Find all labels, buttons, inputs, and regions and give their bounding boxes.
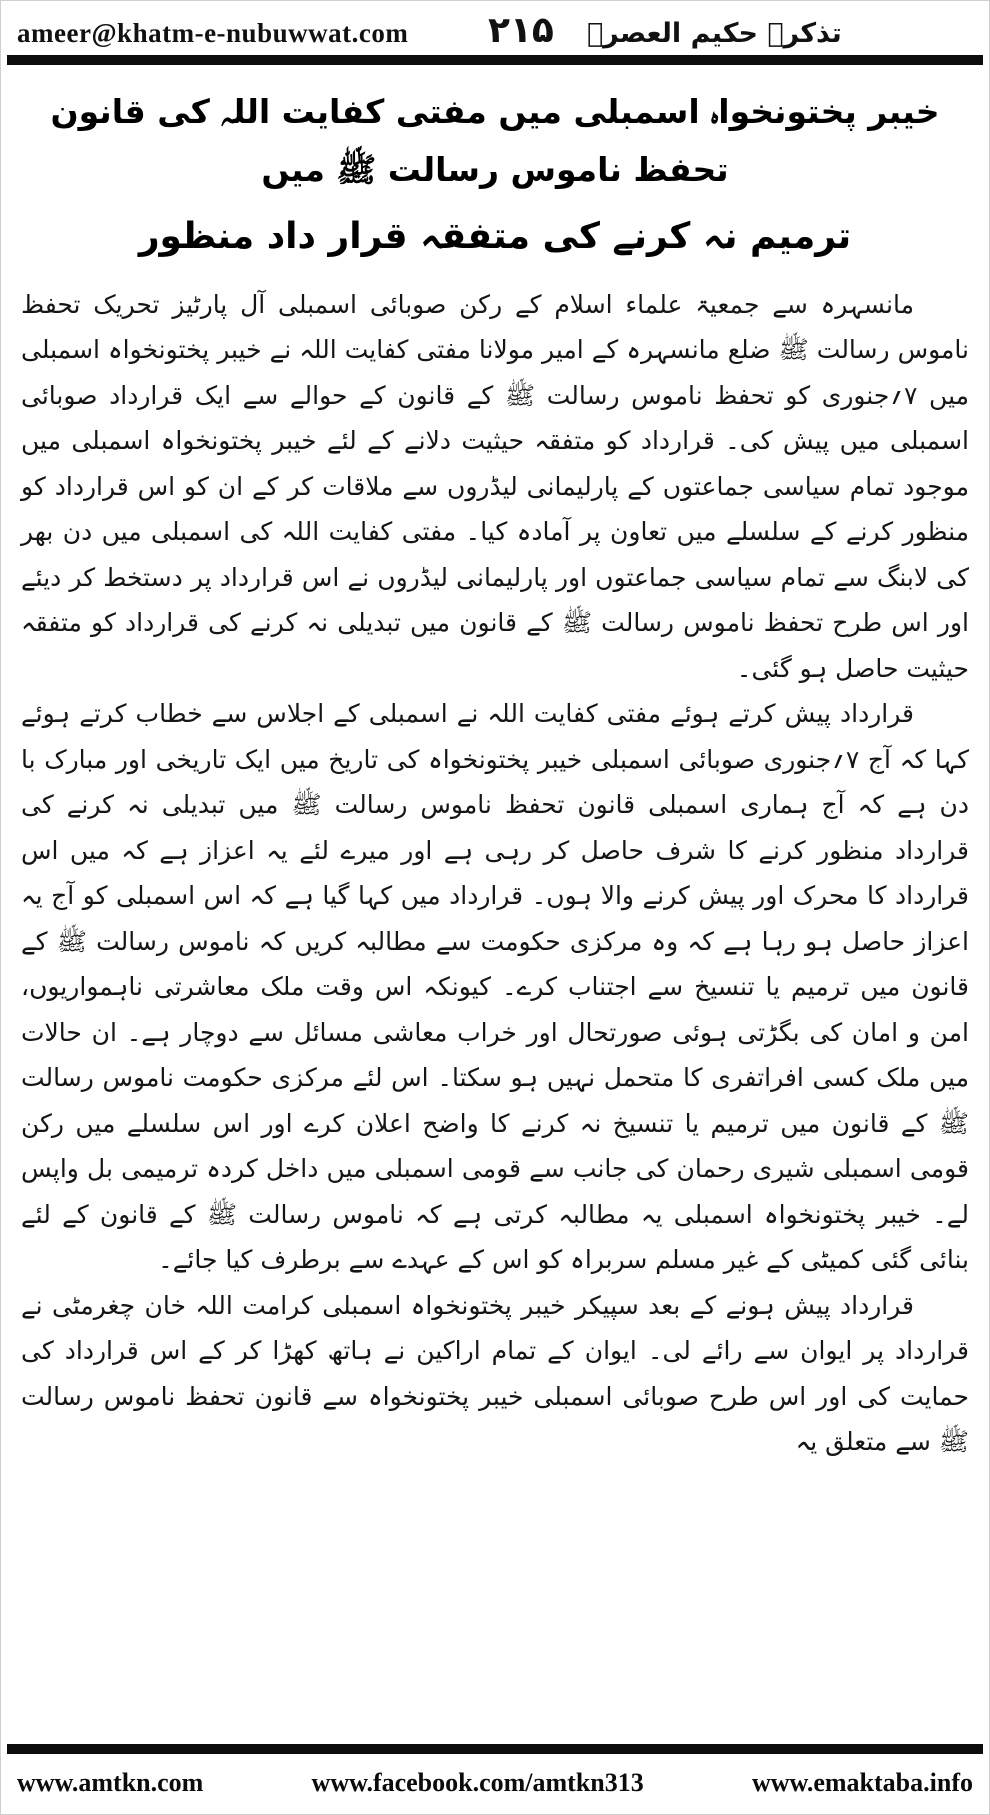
book-title: تذکرہ حکیم العصرؒ	[586, 18, 842, 49]
footer-url-emaktaba: www.emaktaba.info	[751, 1768, 973, 1797]
paragraph-2: قرارداد پیش کرتے ہوئے مفتی کفایت اللہ نے اسمبلی کے اجلاس سے خطاب کرتے ہوئے کہا کہ آج ۷؍جنوری صوبائی اسمبلی خیبر پختونخواہ کی تاریخ میں ایک تاریخی اور مبارک با دن ہے کہ آج ہماری اسمبلی قانون تحفظ ناموس رسالت ﷺ میں تبدیلی نہ کرنے کی قرارداد منظور کرنے کا شرف حاصل کر رہی ہے اور میرے لئے یہ اعزاز ہے کہ میں اس قرارداد کا محرک اور پیش کرنے والا ہوں۔ قرارداد میں کہا گیا ہے کہ اس اسمبلی کو آج یہ اعزاز حاصل ہو رہا ہے کہ وہ مرکزی حکومت سے مطالبہ کریں کہ ناموس رسالت ﷺ کے قانون میں ترمیم یا تنسیخ سے اجتناب کرے۔ کیونکہ اس وقت ملک معاشرتی ناہمواریوں، امن و امان کی بگڑتی ہوئی صورتحال اور خراب معاشی مسائل سے دوچار ہے۔ ان حالات میں ملک کسی افراتفری کا متحمل نہیں ہو سکتا۔ اس لئے مرکزی حکومت ناموس رسالت ﷺ کے قانون میں ترمیم یا تنسیخ نہ کرنے کا واضح اعلان کرے اور اس سلسلے میں رکن قومی اسمبلی شیری رحمان کی جانب سے قومی اسمبلی میں داخل کردہ ترمیمی بل واپس لے۔ خیبر پختونخواہ اسمبلی یہ مطالبہ کرتی ہے کہ ناموس رسالت ﷺ کے قانون کے لئے بنائی گئی کمیٹی کے غیر مسلم سربراہ کو اس کے عہدے سے برطرف کیا جائے۔	[21, 699, 969, 1274]
header-email: ameer@khatm-e-nubuwwat.com	[17, 18, 409, 48]
page-header	[1, 1, 989, 53]
paragraph-1: مانسہرہ سے جمعیۃ علماء اسلام کے رکن صوبائی اسمبلی آل پارٹیز تحریک تحفظ ناموس رسالت ﷺ ضلع مانسہرہ کے امیر مولانا مفتی کفایت اللہ نے خیبر پختونخواہ اسمبلی میں ۷؍جنوری کو تحفظ ناموس رسالت ﷺ کے قانون کے حوالے سے ایک قرارداد صوبائی اسمبلی میں پیش کی۔ قرارداد کو متفقہ حیثیت دلانے کے لئے خیبر پختونخواہ اسمبلی میں موجود تمام سیاسی جماعتوں کے پارلیمانی لیڈروں سے ملاقات کر کے ان کو اس قرارداد کو منظور کرنے کے سلسلے میں تعاون پر آمادہ کیا۔ مفتی کفایت اللہ کی اسمبلی میں دن بھر کی لابنگ سے تمام سیاسی جماعتوں اور پارلیمانی لیڈروں نے اس قرارداد پر دستخط کر دیئے اور اس طرح تحفظ ناموس رسالت ﷺ کے قانون میں تبدیلی نہ کرنے کی قرارداد کو متفقہ حیثیت حاصل ہو گئی۔	[21, 289, 970, 683]
article-heading	[21, 83, 969, 268]
page-number: ۲۱۵	[487, 10, 554, 51]
page-body	[1, 65, 989, 1744]
article-heading-line2: ترمیم نہ کرنے کی متفقہ قرار داد منظور	[138, 215, 852, 257]
header-divider-rule	[7, 55, 983, 65]
paragraph-3: قرارداد پیش ہونے کے بعد سپیکر خیبر پختونخواہ اسمبلی کرامت اللہ خان چغرمٹی نے قرارداد پر ایوان سے رائے لی۔ ایوان کے تمام اراکین نے ہاتھ کھڑا کر کے اس قرارداد کی حمایت کی اور اس طرح صوبائی اسمبلی خیبر پختونخواہ سے قانون تحفظ ناموس رسالت ﷺ سے متعلق یہ	[21, 1290, 969, 1456]
footer-divider-rule	[7, 1744, 983, 1754]
footer-url-amtkn: www.amtkn.com	[17, 1768, 204, 1797]
page-footer	[1, 1756, 989, 1814]
footer-url-facebook: www.facebook.com/amtkn313	[311, 1768, 644, 1797]
article-heading-line1: خیبر پختونخواہ اسمبلی میں مفتی کفایت اللہ کی قانون تحفظ ناموس رسالت ﷺ میں	[50, 92, 940, 189]
